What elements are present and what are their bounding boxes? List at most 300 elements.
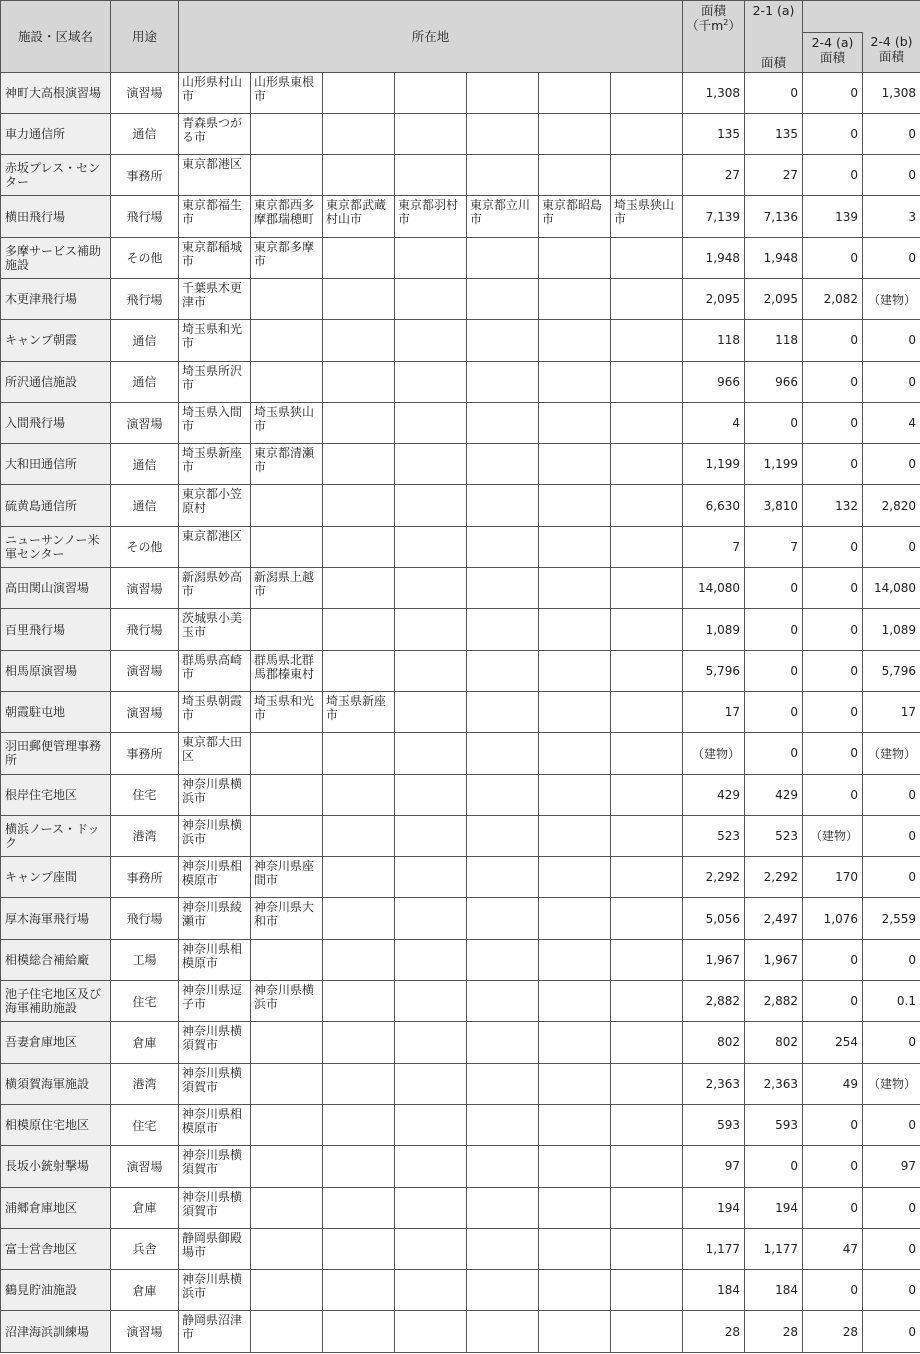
location-cell xyxy=(611,320,683,361)
location-cell xyxy=(611,609,683,650)
location-cell xyxy=(323,402,395,443)
header-area xyxy=(683,1,745,73)
table-header xyxy=(1,1,920,73)
location-cell xyxy=(323,568,395,609)
header-name: 施設・区域名 xyxy=(1,1,111,73)
location-cell xyxy=(611,1104,683,1145)
location-cell xyxy=(251,1063,323,1104)
location-cell xyxy=(395,1104,467,1145)
location-cell xyxy=(467,857,539,898)
use-cell: 通信 xyxy=(111,361,179,402)
area-24b-cell: 0.1 xyxy=(863,981,920,1022)
location-cell xyxy=(251,1311,323,1352)
facility-name-cell: 朝霞駐屯地 xyxy=(1,691,111,732)
area-21a-cell: 1,199 xyxy=(745,444,803,485)
location-cell xyxy=(251,361,323,402)
header-area-line2: （千m xyxy=(686,18,724,33)
area-21a-cell: 0 xyxy=(745,1146,803,1187)
location-cell: 山形県東根市 xyxy=(251,72,323,113)
table-body xyxy=(1,72,920,1352)
location-cell xyxy=(539,1022,611,1063)
header-24b xyxy=(863,32,920,72)
use-cell: 飛行場 xyxy=(111,196,179,237)
area-cell: 802 xyxy=(683,1022,745,1063)
area-cell: 2,363 xyxy=(683,1063,745,1104)
area-24a-cell: 0 xyxy=(803,774,863,815)
location-cell xyxy=(539,402,611,443)
area-24a-cell: 132 xyxy=(803,485,863,526)
area-24b-cell: 0 xyxy=(863,526,920,567)
use-cell: 倉庫 xyxy=(111,1187,179,1228)
location-cell xyxy=(539,278,611,319)
location-cell xyxy=(467,113,539,154)
location-cell xyxy=(467,939,539,980)
table-row xyxy=(1,981,920,1022)
table-row xyxy=(1,1146,920,1187)
area-cell: 429 xyxy=(683,774,745,815)
location-cell xyxy=(611,155,683,196)
table-row xyxy=(1,444,920,485)
location-cell xyxy=(539,320,611,361)
area-24a-cell: 170 xyxy=(803,857,863,898)
location-cell: 東京都清瀬市 xyxy=(251,444,323,485)
table-row xyxy=(1,361,920,402)
use-cell: 通信 xyxy=(111,320,179,361)
area-24b-cell: 14,080 xyxy=(863,568,920,609)
location-cell xyxy=(611,774,683,815)
area-24b-cell: 0 xyxy=(863,1311,920,1352)
location-cell xyxy=(611,485,683,526)
location-cell: 神奈川県相模原市 xyxy=(179,939,251,980)
area-cell: 593 xyxy=(683,1104,745,1145)
table-row xyxy=(1,691,920,732)
area-24a-cell: 0 xyxy=(803,444,863,485)
facility-name-cell: 吾妻倉庫地区 xyxy=(1,1022,111,1063)
use-cell: 演習場 xyxy=(111,1146,179,1187)
location-cell: 神奈川県横須賀市 xyxy=(179,1063,251,1104)
location-cell xyxy=(539,650,611,691)
location-cell xyxy=(395,361,467,402)
table-row xyxy=(1,774,920,815)
location-cell xyxy=(323,526,395,567)
location-cell xyxy=(467,815,539,856)
location-cell xyxy=(251,1270,323,1311)
area-24a-cell: 0 xyxy=(803,939,863,980)
area-24a-cell: 1,076 xyxy=(803,898,863,939)
area-24a-cell: （建物） xyxy=(803,815,863,856)
location-cell xyxy=(251,526,323,567)
table-row xyxy=(1,898,920,939)
location-cell: 山形県村山市 xyxy=(179,72,251,113)
location-cell xyxy=(611,113,683,154)
location-cell xyxy=(323,981,395,1022)
location-cell xyxy=(251,320,323,361)
location-cell xyxy=(323,774,395,815)
use-cell: 工場 xyxy=(111,939,179,980)
location-cell: 埼玉県新座市 xyxy=(179,444,251,485)
area-24a-cell: 0 xyxy=(803,1270,863,1311)
location-cell xyxy=(395,1270,467,1311)
area-21a-cell: 194 xyxy=(745,1187,803,1228)
location-cell xyxy=(539,526,611,567)
table-row xyxy=(1,1228,920,1269)
use-cell: 港湾 xyxy=(111,1063,179,1104)
location-cell xyxy=(539,733,611,774)
area-24b-cell: 0 xyxy=(863,857,920,898)
area-cell: 1,948 xyxy=(683,237,745,278)
location-cell: 神奈川県横浜市 xyxy=(251,981,323,1022)
location-cell xyxy=(539,1063,611,1104)
location-cell xyxy=(467,1187,539,1228)
location-cell xyxy=(611,733,683,774)
location-cell xyxy=(323,155,395,196)
area-24b-cell: 3 xyxy=(863,196,920,237)
location-cell xyxy=(467,361,539,402)
area-cell: （建物） xyxy=(683,733,745,774)
header-area-line1: 面積 xyxy=(701,3,727,18)
location-cell xyxy=(611,857,683,898)
area-cell: 1,177 xyxy=(683,1228,745,1269)
location-cell xyxy=(395,402,467,443)
location-cell xyxy=(467,402,539,443)
location-cell xyxy=(323,1146,395,1187)
area-24b-cell: 0 xyxy=(863,1104,920,1145)
area-21a-cell: 2,497 xyxy=(745,898,803,939)
area-24a-cell: 47 xyxy=(803,1228,863,1269)
table-row xyxy=(1,237,920,278)
location-cell xyxy=(323,444,395,485)
location-cell: 神奈川県逗子市 xyxy=(179,981,251,1022)
location-cell xyxy=(467,526,539,567)
location-cell xyxy=(467,1228,539,1269)
area-24b-cell: 0 xyxy=(863,155,920,196)
facility-name-cell: 横田飛行場 xyxy=(1,196,111,237)
location-cell xyxy=(539,857,611,898)
area-21a-cell: 0 xyxy=(745,72,803,113)
area-24b-cell: 2,559 xyxy=(863,898,920,939)
location-cell: 新潟県上越市 xyxy=(251,568,323,609)
area-24b-cell: 97 xyxy=(863,1146,920,1187)
facility-name-cell: 相模総合補給廠 xyxy=(1,939,111,980)
area-21a-cell: 2,882 xyxy=(745,981,803,1022)
location-cell: 静岡県沼津市 xyxy=(179,1311,251,1352)
location-cell xyxy=(539,1104,611,1145)
area-21a-cell: 27 xyxy=(745,155,803,196)
location-cell xyxy=(467,1104,539,1145)
facility-name-cell: 赤坂プレス・センター xyxy=(1,155,111,196)
location-cell: 群馬県北群馬郡榛東村 xyxy=(251,650,323,691)
facility-name-cell: キャンプ座間 xyxy=(1,857,111,898)
location-cell: 東京都武蔵村山市 xyxy=(323,196,395,237)
area-21a-cell: 184 xyxy=(745,1270,803,1311)
location-cell xyxy=(539,1311,611,1352)
area-cell: 184 xyxy=(683,1270,745,1311)
location-cell: 埼玉県和光市 xyxy=(251,691,323,732)
area-21a-cell: 523 xyxy=(745,815,803,856)
location-cell xyxy=(323,1022,395,1063)
location-cell xyxy=(323,278,395,319)
location-cell xyxy=(323,320,395,361)
location-cell xyxy=(323,939,395,980)
location-cell xyxy=(323,898,395,939)
location-cell xyxy=(539,691,611,732)
location-cell xyxy=(251,1187,323,1228)
table-row xyxy=(1,1022,920,1063)
area-24b-cell: 0 xyxy=(863,1022,920,1063)
location-cell xyxy=(539,113,611,154)
location-cell xyxy=(539,361,611,402)
location-cell xyxy=(611,72,683,113)
location-cell xyxy=(395,72,467,113)
location-cell xyxy=(251,774,323,815)
location-cell xyxy=(467,278,539,319)
header-21a-top: 2-1 (a) xyxy=(745,1,803,33)
location-cell xyxy=(395,981,467,1022)
location-cell xyxy=(539,609,611,650)
location-cell xyxy=(395,815,467,856)
location-cell: 東京都立川市 xyxy=(467,196,539,237)
table-row xyxy=(1,155,920,196)
location-cell xyxy=(395,444,467,485)
area-24b-cell: 0 xyxy=(863,774,920,815)
area-24a-cell: 0 xyxy=(803,1104,863,1145)
area-24b-cell: 5,796 xyxy=(863,650,920,691)
area-24b-cell: （建物） xyxy=(863,733,920,774)
area-24a-cell: 0 xyxy=(803,650,863,691)
location-cell: 東京都大田区 xyxy=(179,733,251,774)
use-cell: 住宅 xyxy=(111,774,179,815)
table-row xyxy=(1,650,920,691)
location-cell: 埼玉県狭山市 xyxy=(251,402,323,443)
location-cell xyxy=(323,1228,395,1269)
facility-name-cell: 多摩サービス補助施設 xyxy=(1,237,111,278)
location-cell xyxy=(467,485,539,526)
location-cell xyxy=(395,650,467,691)
location-cell xyxy=(611,981,683,1022)
location-cell xyxy=(395,485,467,526)
facility-name-cell: 相馬原演習場 xyxy=(1,650,111,691)
location-cell: 東京都西多摩郡瑞穂町 xyxy=(251,196,323,237)
location-cell xyxy=(611,444,683,485)
location-cell xyxy=(611,361,683,402)
location-cell xyxy=(611,1228,683,1269)
location-cell xyxy=(611,1146,683,1187)
location-cell xyxy=(539,774,611,815)
facility-name-cell: 神町大高根演習場 xyxy=(1,72,111,113)
location-cell xyxy=(251,609,323,650)
area-21a-cell: 7,136 xyxy=(745,196,803,237)
location-cell xyxy=(467,691,539,732)
table-row xyxy=(1,278,920,319)
use-cell: 事務所 xyxy=(111,733,179,774)
use-cell: 通信 xyxy=(111,485,179,526)
area-24a-cell: 0 xyxy=(803,568,863,609)
location-cell xyxy=(323,1270,395,1311)
header-24a-bottom: 面積 xyxy=(820,49,846,65)
use-cell: 通信 xyxy=(111,113,179,154)
location-cell xyxy=(611,1311,683,1352)
location-cell xyxy=(323,485,395,526)
area-24b-cell: 0 xyxy=(863,444,920,485)
location-cell xyxy=(395,857,467,898)
area-21a-cell: 966 xyxy=(745,361,803,402)
location-cell: 神奈川県横浜市 xyxy=(179,815,251,856)
use-cell: 住宅 xyxy=(111,981,179,1022)
facility-name-cell: 池子住宅地区及び海軍補助施設 xyxy=(1,981,111,1022)
area-cell: 2,292 xyxy=(683,857,745,898)
location-cell xyxy=(467,1270,539,1311)
location-cell xyxy=(611,278,683,319)
location-cell: 神奈川県横須賀市 xyxy=(179,1022,251,1063)
location-cell xyxy=(323,1187,395,1228)
location-cell: 茨城県小美玉市 xyxy=(179,609,251,650)
location-cell: 埼玉県和光市 xyxy=(179,320,251,361)
location-cell xyxy=(395,939,467,980)
header-24a xyxy=(803,32,863,72)
location-cell xyxy=(611,1063,683,1104)
facility-name-cell: 入間飛行場 xyxy=(1,402,111,443)
facility-name-cell: 横須賀海軍施設 xyxy=(1,1063,111,1104)
area-24b-cell: （建物） xyxy=(863,278,920,319)
table-row xyxy=(1,72,920,113)
location-cell xyxy=(611,650,683,691)
table-row xyxy=(1,1104,920,1145)
area-21a-cell: 1,948 xyxy=(745,237,803,278)
location-cell: 神奈川県大和市 xyxy=(251,898,323,939)
area-cell: 4 xyxy=(683,402,745,443)
location-cell xyxy=(323,72,395,113)
header-location: 所在地 xyxy=(179,1,683,73)
location-cell xyxy=(467,650,539,691)
area-21a-cell: 2,095 xyxy=(745,278,803,319)
location-cell: 東京都港区 xyxy=(179,526,251,567)
use-cell: その他 xyxy=(111,237,179,278)
location-cell: 千葉県木更津市 xyxy=(179,278,251,319)
table-row xyxy=(1,402,920,443)
facility-name-cell: 羽田郵便管理事務所 xyxy=(1,733,111,774)
area-24b-cell: 4 xyxy=(863,402,920,443)
location-cell xyxy=(323,650,395,691)
location-cell: 東京都昭島市 xyxy=(539,196,611,237)
location-cell: 東京都多摩市 xyxy=(251,237,323,278)
location-cell xyxy=(539,1270,611,1311)
header-24b-top: 2-4 (b) xyxy=(870,34,913,49)
location-cell: 東京都稲城市 xyxy=(179,237,251,278)
area-cell: 5,796 xyxy=(683,650,745,691)
location-cell xyxy=(539,815,611,856)
use-cell: 飛行場 xyxy=(111,898,179,939)
area-cell: 1,967 xyxy=(683,939,745,980)
location-cell xyxy=(251,485,323,526)
location-cell xyxy=(323,1311,395,1352)
location-cell xyxy=(467,320,539,361)
use-cell: 港湾 xyxy=(111,815,179,856)
area-cell: 14,080 xyxy=(683,568,745,609)
area-24a-cell: 0 xyxy=(803,113,863,154)
use-cell: 演習場 xyxy=(111,691,179,732)
facility-name-cell: 大和田通信所 xyxy=(1,444,111,485)
facility-name-cell: 硫黄島通信所 xyxy=(1,485,111,526)
location-cell: 静岡県御殿場市 xyxy=(179,1228,251,1269)
area-21a-cell: 1,177 xyxy=(745,1228,803,1269)
location-cell: 埼玉県狭山市 xyxy=(611,196,683,237)
facility-name-cell: 横浜ノース・ドック xyxy=(1,815,111,856)
use-cell: 事務所 xyxy=(111,155,179,196)
location-cell xyxy=(467,155,539,196)
location-cell xyxy=(467,733,539,774)
area-cell: 7 xyxy=(683,526,745,567)
location-cell xyxy=(467,981,539,1022)
location-cell xyxy=(323,815,395,856)
facility-name-cell: 浦郷倉庫地区 xyxy=(1,1187,111,1228)
area-cell: 135 xyxy=(683,113,745,154)
location-cell: 東京都福生市 xyxy=(179,196,251,237)
table-row xyxy=(1,939,920,980)
area-24b-cell: 2,820 xyxy=(863,485,920,526)
location-cell xyxy=(323,609,395,650)
location-cell xyxy=(467,237,539,278)
area-24a-cell: 0 xyxy=(803,1146,863,1187)
area-24b-cell: 1,308 xyxy=(863,72,920,113)
location-cell xyxy=(539,155,611,196)
location-cell xyxy=(539,1187,611,1228)
area-24a-cell: 139 xyxy=(803,196,863,237)
facility-name-cell: 根岸住宅地区 xyxy=(1,774,111,815)
area-24a-cell: 0 xyxy=(803,609,863,650)
area-24b-cell: （建物） xyxy=(863,1063,920,1104)
facility-name-cell: 木更津飛行場 xyxy=(1,278,111,319)
location-cell xyxy=(467,609,539,650)
header-24a-top: 2-4 (a) xyxy=(811,34,854,50)
location-cell xyxy=(611,526,683,567)
location-cell xyxy=(467,1146,539,1187)
table-row xyxy=(1,857,920,898)
location-cell xyxy=(395,568,467,609)
location-cell xyxy=(323,857,395,898)
location-cell xyxy=(395,774,467,815)
location-cell xyxy=(251,939,323,980)
area-cell: 28 xyxy=(683,1311,745,1352)
facility-name-cell: 長坂小銃射撃場 xyxy=(1,1146,111,1187)
location-cell xyxy=(395,237,467,278)
facility-name-cell: 富士営舎地区 xyxy=(1,1228,111,1269)
facility-name-cell: 所沢通信施設 xyxy=(1,361,111,402)
location-cell xyxy=(251,1146,323,1187)
location-cell xyxy=(611,402,683,443)
location-cell: 神奈川県横浜市 xyxy=(179,1270,251,1311)
facility-name-cell: 厚木海軍飛行場 xyxy=(1,898,111,939)
location-cell: 神奈川県相模原市 xyxy=(179,857,251,898)
facility-name-cell: 相模原住宅地区 xyxy=(1,1104,111,1145)
location-cell xyxy=(395,1022,467,1063)
area-21a-cell: 0 xyxy=(745,402,803,443)
location-cell xyxy=(611,691,683,732)
area-24b-cell: 0 xyxy=(863,1228,920,1269)
location-cell xyxy=(395,1311,467,1352)
location-cell xyxy=(395,526,467,567)
area-24a-cell: 49 xyxy=(803,1063,863,1104)
location-cell xyxy=(395,1187,467,1228)
use-cell: 演習場 xyxy=(111,1311,179,1352)
location-cell: 東京都小笠原村 xyxy=(179,485,251,526)
area-21a-cell: 3,810 xyxy=(745,485,803,526)
area-21a-cell: 7 xyxy=(745,526,803,567)
table-row xyxy=(1,733,920,774)
area-24a-cell: 0 xyxy=(803,733,863,774)
use-cell: 兵舎 xyxy=(111,1228,179,1269)
use-cell: 倉庫 xyxy=(111,1022,179,1063)
location-cell xyxy=(251,815,323,856)
